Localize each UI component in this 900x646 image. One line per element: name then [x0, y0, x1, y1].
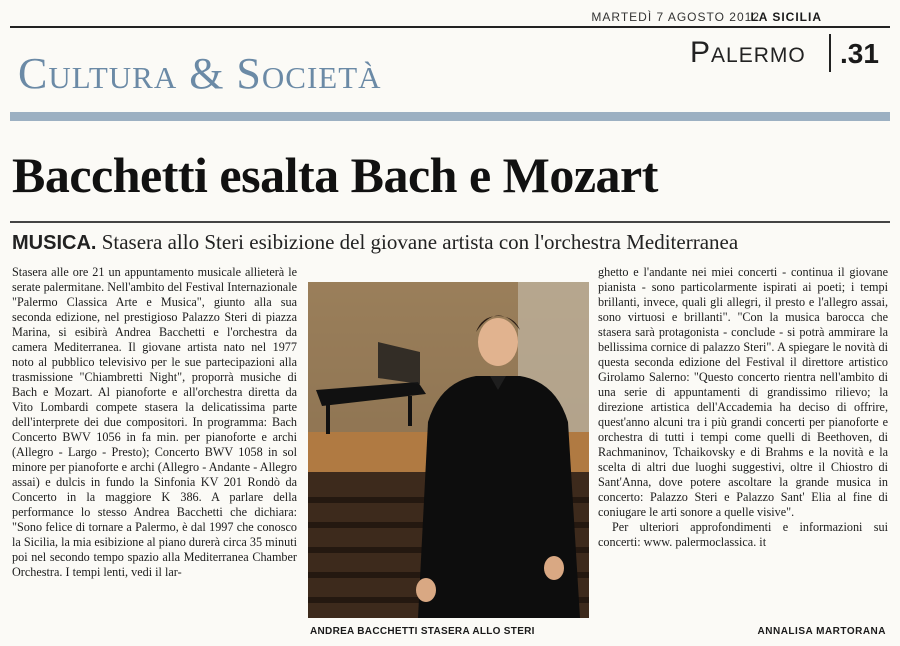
pianist-photo-illustration: [308, 282, 589, 618]
photo-caption: ANDREA BACCHETTI STASERA ALLO STERI: [310, 626, 535, 637]
subheadline: [12, 230, 892, 255]
newspaper-name: LA SICILIA: [750, 10, 822, 24]
city-label: Palermo: [690, 36, 806, 69]
author-byline: ANNALISA MARTORANA: [757, 626, 886, 637]
article-column-1: [12, 265, 297, 580]
top-rule: [10, 26, 890, 28]
headline: Bacchetti esalta Bach e Mozart: [12, 147, 658, 203]
page-number: .31: [840, 38, 879, 69]
vertical-divider: [829, 34, 831, 72]
column-1-text: Stasera alle ore 21 un appuntamento musicale allieterà le serate palermitane. Nell'ambito del Festival Internazionale "Palermo Classica Arte e Musica", giunto alla sua seconda edizione, nel prestigioso Palazzo Steri di piazza Marina, si esibirà Andrea Bacchetti e l'orchestra da camera Mediterranea. Il giovane artista nato nel 1977 noto al pubblico televisivo per le sue partecipazioni alla trasmissione "Chiambretti Night", proporrà musiche di Bach e Mozart. Al pianoforte e all'orchestra diretta da Vito Lombardi compete stasera la delicatissima parte dell'interprete dei due compositori. In programma: Bach Concerto BWV 1056 in fa min. per pianoforte e archi (Allegro - Largo - Presto); Concerto BWV 1058 in sol minore per pianoforte e archi (Allegro - Andante - Allegro assai) e dulcis in fundo la Sinfonia KV 201 Rondò da Concerto in la maggiore K 386. A parlare della performance lo stesso Andrea Bacchetti che dichiara: "Sono felice di tornare a Palermo, è dal 1997 che conosco la Sicilia, la mia esibizione al piano durerà circa 35 minuti poi nel secondo tempo spazio alla Mediterranea Chamber Orchestra. I tempi lenti, vedi il lar-: [12, 265, 297, 579]
section-title: Cultura & Società: [18, 49, 382, 98]
article-column-3: [598, 265, 888, 550]
column-3-text: ghetto e l'andante nei miei concerti - continua il giovane pianista - sono particolarmente ispirati ai poeti; i tempi brillanti, invece, quali gli allegri, il presto e l'allegro assai, sono virtuosi e brillanti". "Con la musica barocca che stasera sarà protagonista - conclude - si potrà ammirare la bellissima cornice di palazzo Steri". A spiegare le novità di questa seconda edizione del Festival il direttore artistico Girolamo Salerno: "Questo concerto rientra nell'ambito di una serie di appuntamenti di grandissimo rilievo; la direzione artistica dell'Accademia ha deciso di offrire, quest'anno alcuni tra i più grandi concerti per pianoforte e orchestra di tutti i tempi come quelli di Beethoven, di Rachmaninov, Tchaikovsky e di Brahms e la novità e la scelta di altri due luoghi suggestivi, oltre il Chiostro di Sant'Anna, dove potere ascoltare la grande musica in concerto: Palazzo Steri e Palazzo Sant' Elia al fine di coniugare le arti sonore a quelle visive".: [598, 265, 888, 519]
subheadline-text: Stasera allo Steri esibizione del giovane artista con l'orchestra Mediterranea: [101, 230, 739, 254]
headline-rule: [10, 221, 890, 223]
kicker: MUSICA.: [12, 232, 97, 254]
column-3-info: Per ulteriori approfondimenti e informazioni sui concerti: www. palermoclassica. it: [598, 520, 888, 549]
masthead-line: [0, 8, 900, 28]
section-band: [10, 112, 890, 121]
article-photo: [308, 282, 589, 618]
issue-date: MARTEDÌ 7 AGOSTO 2012: [591, 10, 760, 24]
